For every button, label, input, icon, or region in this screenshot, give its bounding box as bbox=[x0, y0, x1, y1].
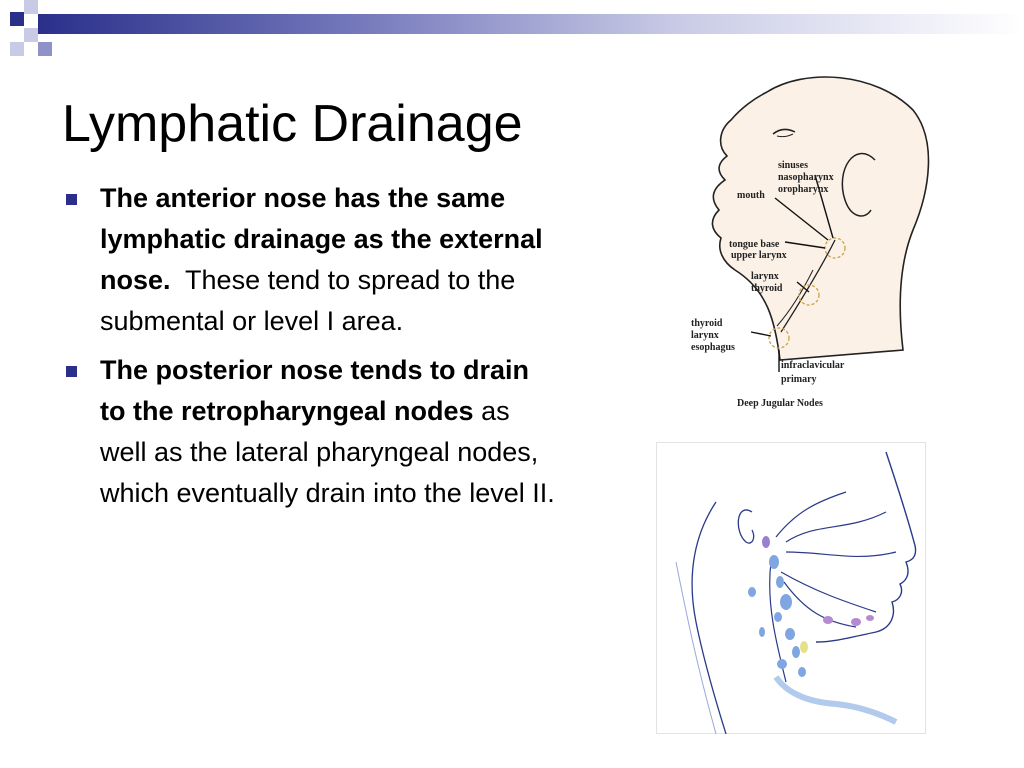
deco-square bbox=[10, 12, 24, 26]
bullet-text: as well as the lateral pharyngeal nodes, which eventually drain into the level II. bbox=[100, 396, 555, 508]
label-tongue-base: tongue base bbox=[729, 239, 780, 250]
header-gradient-bar bbox=[38, 14, 1024, 34]
lymph-node bbox=[798, 667, 806, 677]
label-larynx-lower: larynx bbox=[691, 330, 719, 341]
label-esophagus: esophagus bbox=[691, 342, 735, 353]
lymph-node bbox=[866, 615, 874, 621]
label-thyroid: thyroid bbox=[751, 283, 783, 294]
head-silhouette bbox=[712, 77, 928, 360]
deco-square bbox=[24, 28, 38, 42]
bullet-bold-text: The posterior nose tends to drain to the retropharyngeal nodes bbox=[100, 355, 530, 426]
lymph-node bbox=[777, 659, 787, 669]
label-oropharynx: oropharynx bbox=[778, 184, 829, 195]
arrow-line bbox=[751, 332, 771, 336]
deco-square bbox=[38, 42, 52, 56]
label-primary: primary bbox=[781, 374, 817, 385]
bullet-item bbox=[60, 178, 560, 342]
slide-title: Lymphatic Drainage bbox=[62, 95, 523, 153]
lymph-node bbox=[823, 616, 833, 624]
header-decoration bbox=[0, 0, 1024, 70]
lymph-node bbox=[785, 628, 795, 640]
label-larynx: larynx bbox=[751, 271, 779, 282]
label-upper-larynx: upper larynx bbox=[731, 250, 787, 261]
lymph-node bbox=[769, 555, 779, 569]
deco-square bbox=[24, 0, 38, 14]
lymph-node bbox=[800, 641, 808, 653]
lymph-nodes-illustration bbox=[656, 442, 926, 734]
label-sinuses: sinuses bbox=[778, 160, 809, 171]
label-thyroid-lower: thyroid bbox=[691, 318, 723, 329]
bullet-square-icon bbox=[66, 194, 77, 205]
label-infraclavicular: infraclavicular bbox=[781, 360, 845, 371]
bullet-bold-text: The anterior nose has the same lymphatic drainage as the external nose. bbox=[100, 183, 543, 295]
lymph-node bbox=[851, 618, 861, 626]
deep-jugular-nodes-figure bbox=[685, 70, 935, 415]
bullet-item bbox=[60, 350, 560, 514]
label-mouth: mouth bbox=[737, 190, 765, 201]
bullet-square-icon bbox=[66, 366, 77, 377]
deco-square bbox=[10, 42, 24, 56]
lymph-node bbox=[792, 646, 800, 658]
lymph-node bbox=[759, 627, 765, 637]
lymph-node bbox=[762, 536, 770, 548]
lymph-node bbox=[748, 587, 756, 597]
label-nasopharynx: nasopharynx bbox=[778, 172, 834, 183]
bullet-list bbox=[60, 178, 560, 522]
lymph-node bbox=[776, 576, 784, 588]
lymph-node bbox=[780, 594, 792, 610]
bullet-text: These tend to spread to the submental or level I area. bbox=[100, 265, 516, 336]
lymph-node bbox=[774, 612, 782, 622]
figure-caption: Deep Jugular Nodes bbox=[737, 398, 823, 409]
